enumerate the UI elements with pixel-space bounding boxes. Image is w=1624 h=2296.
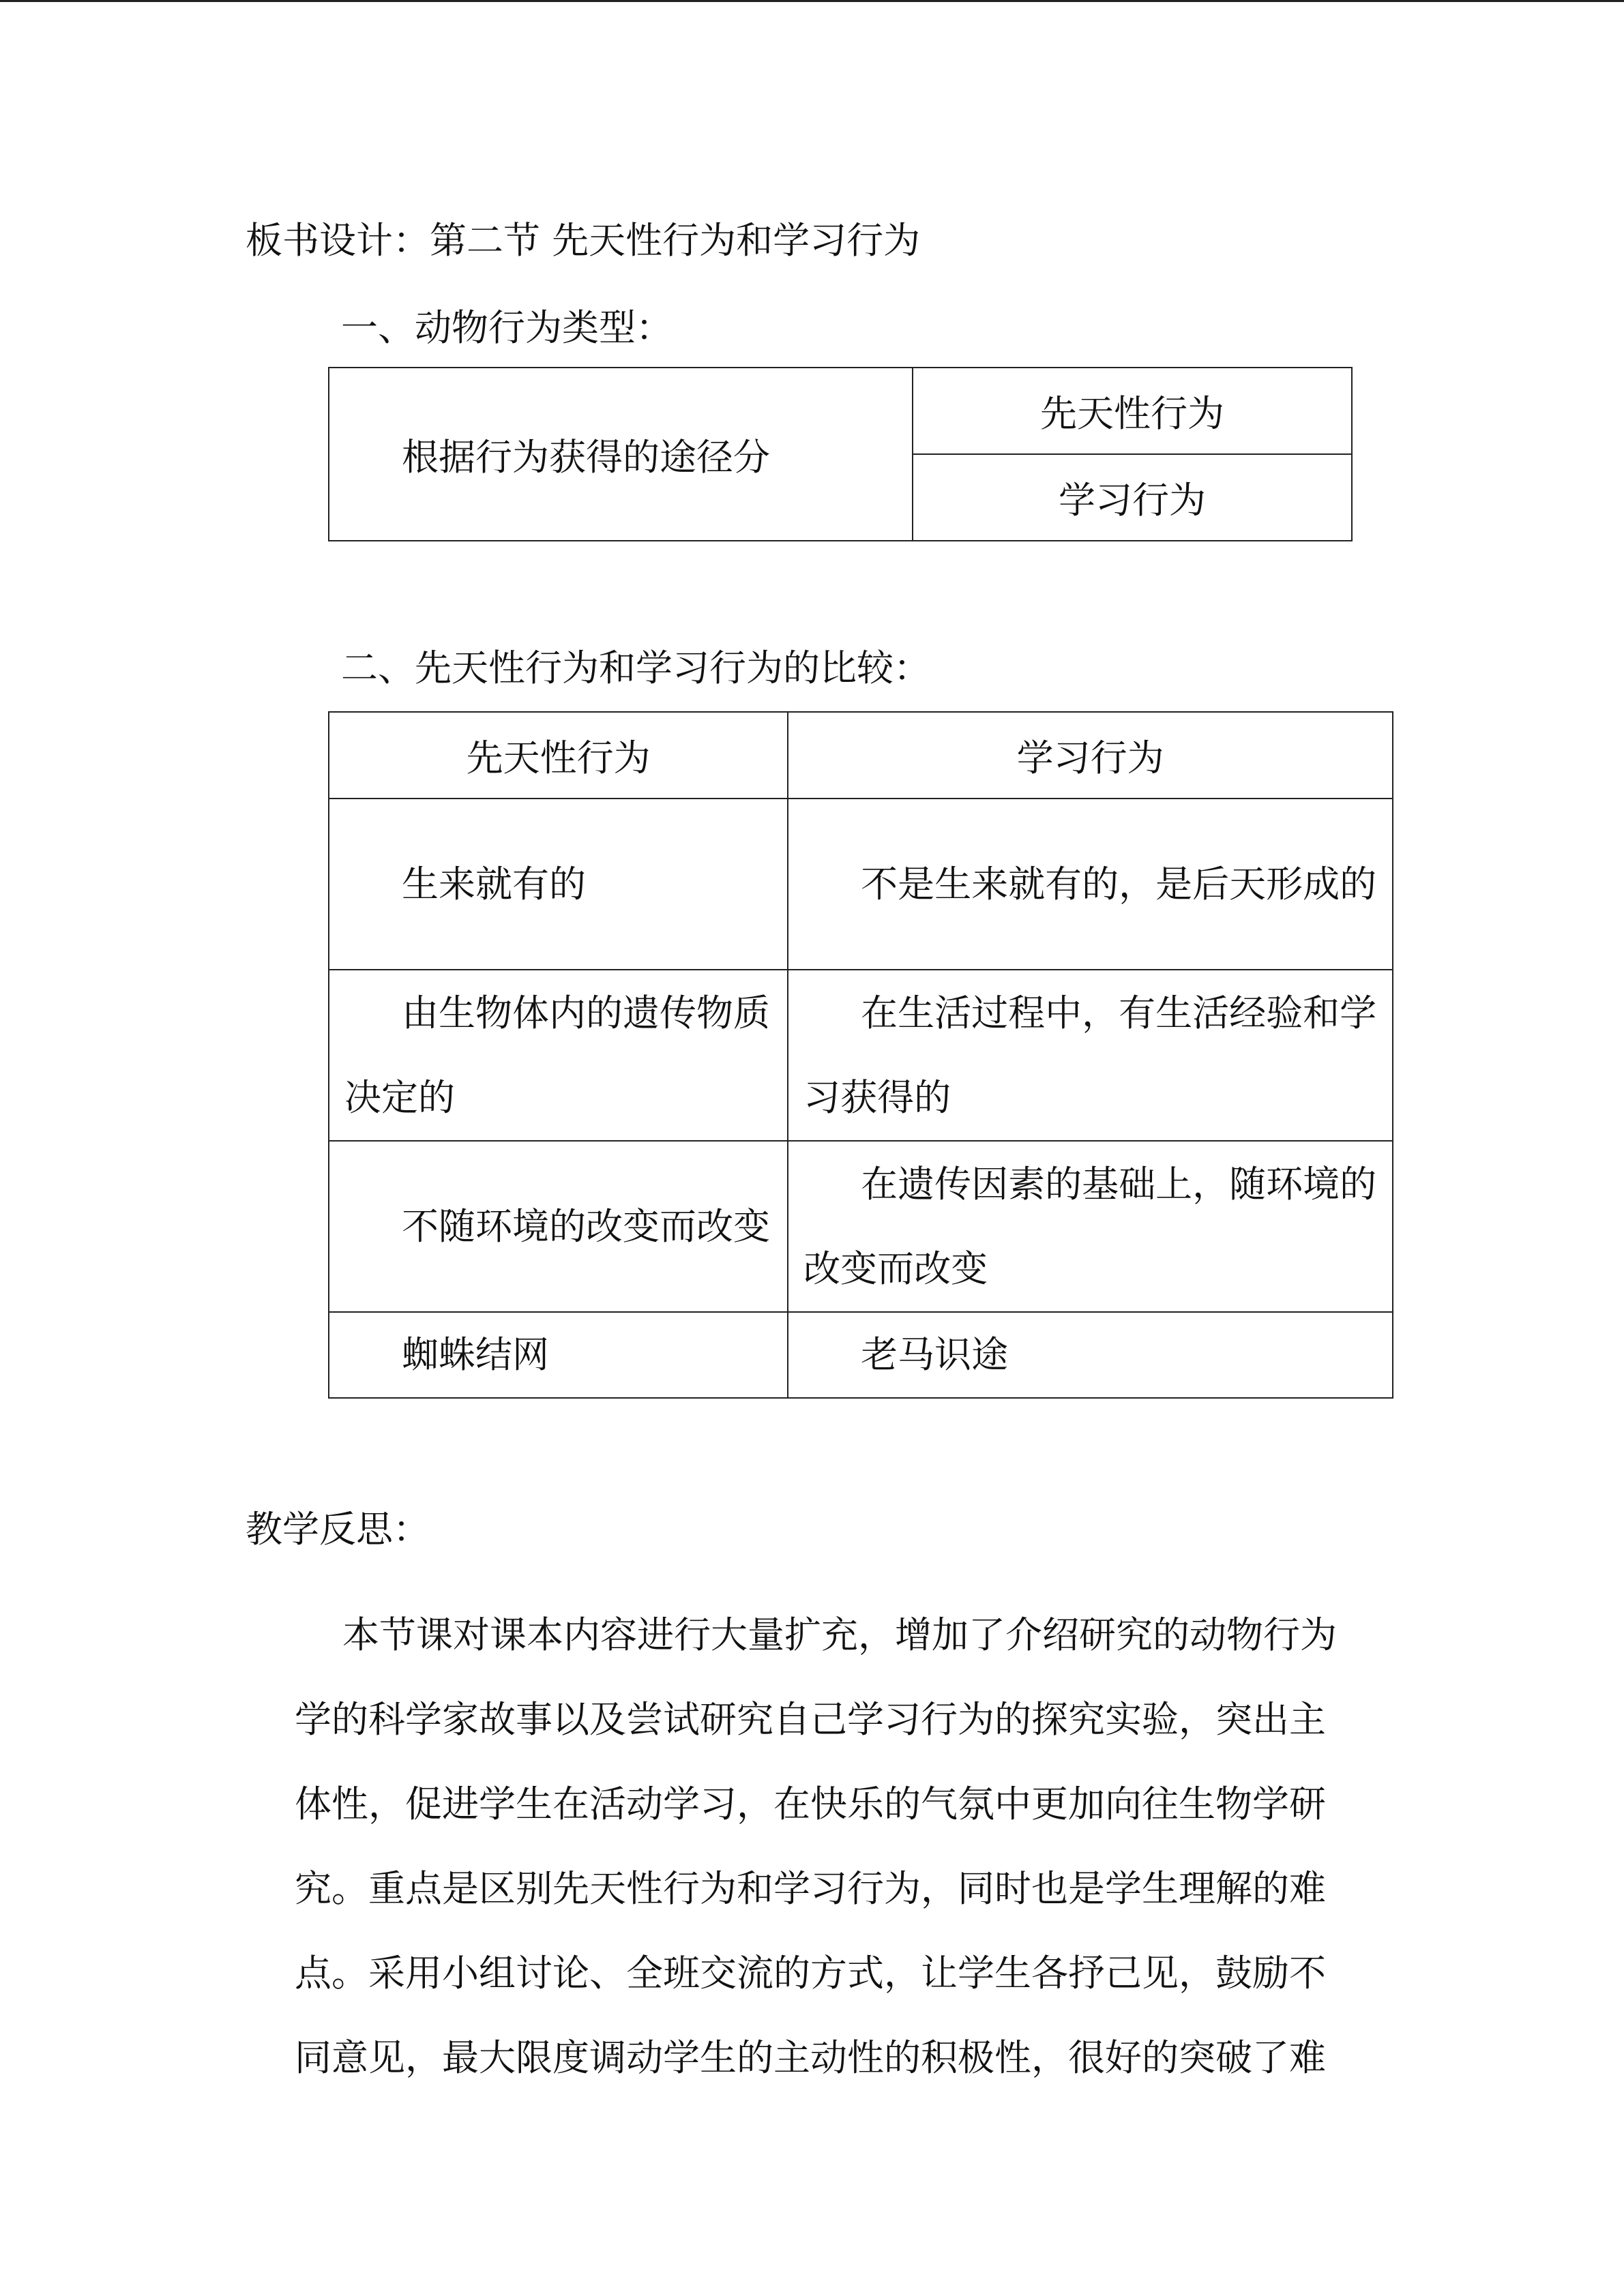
table-row — [329, 799, 1393, 970]
comparison-table — [328, 711, 1393, 1399]
reflection-line: 究。重点是区别先天性行为和学习行为，同时也是学生理解的难 — [295, 1867, 1326, 1910]
reflection-line: 学的科学家故事以及尝试研究自己学习行为的探究实验，突出主 — [295, 1698, 1326, 1741]
innate-cell: 生来就有的 — [402, 862, 586, 906]
page-top-border — [0, 0, 1624, 2]
type-innate-cell: 先天性行为 — [913, 368, 1352, 454]
learned-cell: 在遗传因素的基础上，随环境的改变而改变 — [803, 1162, 1377, 1290]
learned-cell: 在生活过程中，有生活经验和学习获得的 — [803, 991, 1377, 1119]
page-heading: 板书设计：第二节 先天性行为和学习行为 — [246, 219, 921, 262]
learned-cell: 老马识途 — [861, 1333, 1009, 1376]
table-row — [329, 1141, 1393, 1312]
reflection-title: 教学反思： — [246, 1508, 430, 1551]
header-innate: 先天性行为 — [329, 712, 788, 799]
section-2-title: 二、先天性行为和学习行为的比较： — [341, 646, 930, 689]
behavior-type-table — [328, 367, 1353, 541]
learned-cell: 不是生来就有的，是后天形成的 — [861, 862, 1377, 906]
type-learned-cell: 学习行为 — [913, 454, 1352, 541]
reflection-line: 本节课对课本内容进行大量扩充，增加了介绍研究的动物行为 — [342, 1613, 1337, 1656]
reflection-line: 体性，促进学生在活动学习，在快乐的气氛中更加向往生物学研 — [295, 1783, 1326, 1825]
table-row — [329, 970, 1393, 1141]
innate-cell: 由生物体内的遗传物质决定的 — [344, 991, 770, 1119]
reflection-line: 点。采用小组讨论、全班交流的方式，让学生各抒己见，鼓励不 — [295, 1952, 1326, 1995]
classification-basis-cell: 根据行为获得的途径分 — [329, 368, 913, 541]
reflection-line: 同意见，最大限度调动学生的主动性的积极性，很好的突破了难 — [295, 2036, 1326, 2079]
table-row — [329, 1312, 1393, 1398]
header-learned: 学习行为 — [788, 712, 1393, 799]
innate-cell: 不随环境的改变而改变 — [402, 1204, 770, 1248]
section-1-title: 一、动物行为类型： — [341, 306, 673, 349]
reflection-body — [295, 1593, 1379, 2100]
innate-cell: 蜘蛛结网 — [402, 1333, 549, 1376]
